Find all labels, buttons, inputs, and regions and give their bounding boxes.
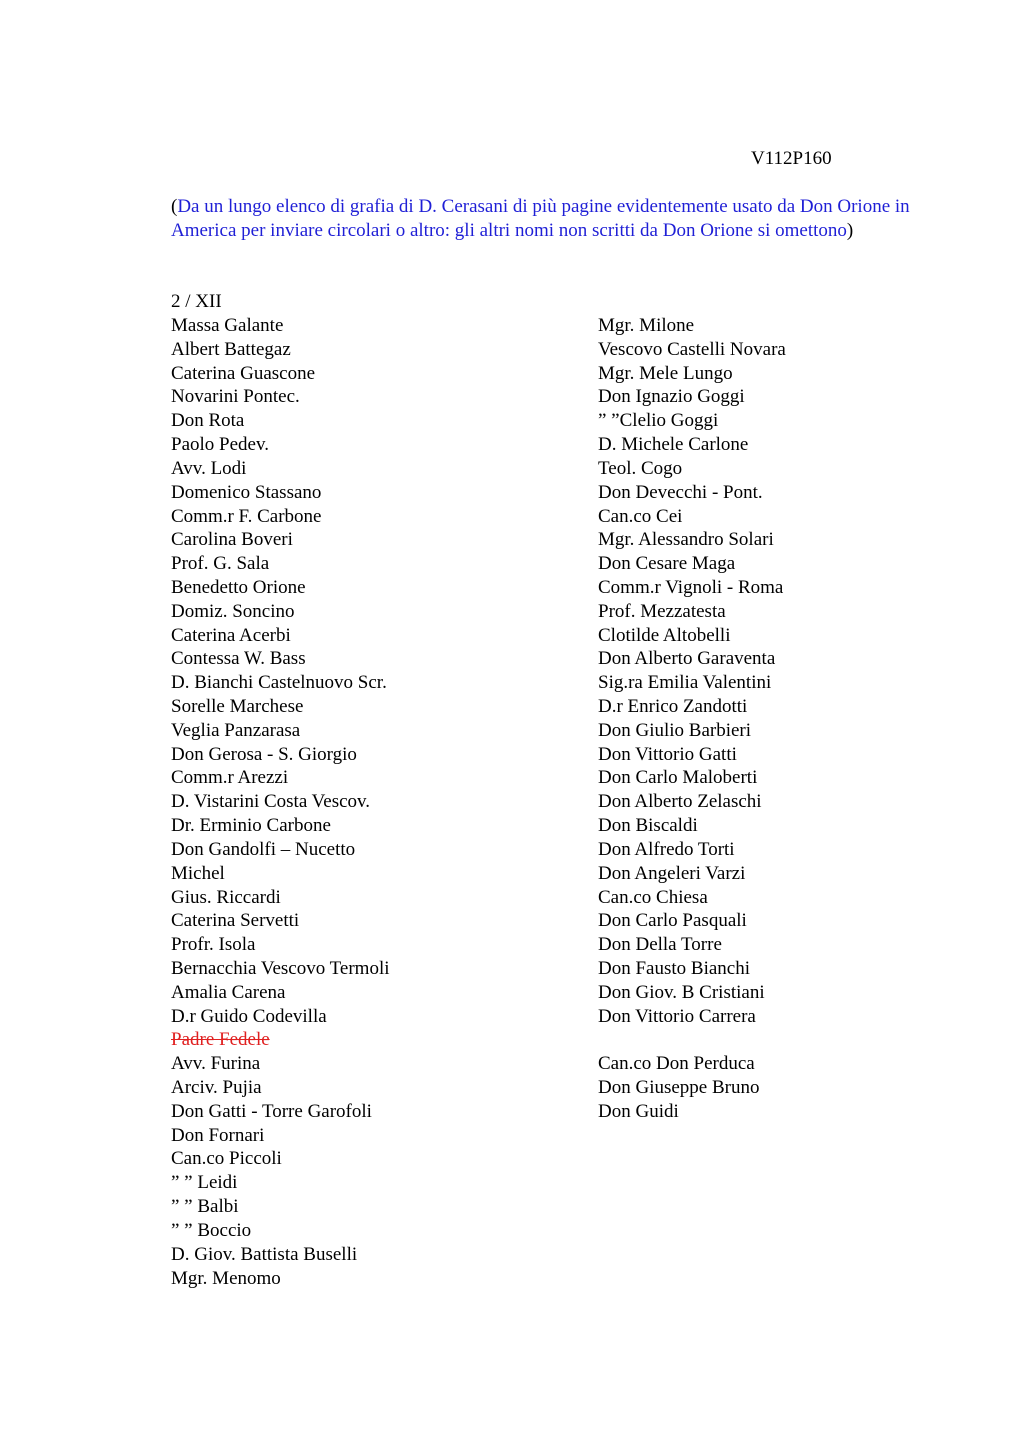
list-item: Don Alberto Zelaschi (598, 791, 762, 813)
list-item: Comm.r Vignoli - Roma (598, 576, 784, 598)
list-item: Paolo Pedev. (171, 434, 269, 456)
list-item: Albert Battegaz (171, 338, 291, 360)
struck-list-item: Padre Fedele (171, 1029, 270, 1051)
list-item: Michel (171, 862, 225, 884)
list-item: Comm.r F. Carbone (171, 505, 322, 527)
list-item: Don Giov. B Cristiani (598, 981, 765, 1003)
intro-open-paren: ( (171, 196, 178, 217)
list-item: D.r Enrico Zandotti (598, 696, 748, 717)
intro-close-paren: ) (846, 219, 854, 241)
list-item: Caterina Acerbi (171, 624, 291, 646)
list-item: Don Angeleri Varzi (598, 862, 746, 884)
list-item: Benedetto Orione (171, 576, 306, 598)
list-item: Don Vittorio Carrera (598, 1005, 756, 1027)
page-code: V112P160 (751, 148, 832, 169)
list-item: Don Alberto Garaventa (598, 648, 776, 670)
list-item: Bernacchia Vescovo Termoli (171, 957, 390, 979)
list-item: ” ” Boccio (171, 1219, 252, 1241)
list-item: ” ”Clelio Goggi (598, 410, 719, 432)
list-item: ” ” Balbi (171, 1196, 239, 1218)
list-item: Don Carlo Pasquali (598, 910, 747, 932)
left-name-list (171, 314, 571, 1290)
list-item: D. Giov. Battista Buselli (171, 1243, 358, 1265)
list-item: Don Fornari (171, 1124, 265, 1146)
list-item: Don Della Torre (598, 934, 722, 956)
list-item: Gius. Riccardi (171, 886, 281, 908)
list-item: Don Carlo Maloberti (598, 767, 758, 789)
list-item: Arciv. Pujia (171, 1077, 262, 1098)
list-item: D. Bianchi Castelnuovo Scr. (171, 672, 387, 694)
list-item: Amalia Carena (171, 981, 286, 1003)
list-item: Don Rota (171, 410, 245, 432)
list-item: Comm.r Arezzi (171, 767, 289, 789)
list-item: Mgr. Mele Lungo (598, 362, 733, 384)
list-item: Don Biscaldi (598, 815, 698, 837)
right-name-list (598, 314, 978, 1124)
list-item: Avv. Furina (171, 1053, 261, 1075)
list-item: Novarini Pontec. (171, 386, 300, 408)
list-item: Sig.ra Emilia Valentini (598, 672, 772, 694)
list-item: Can.co Don Perduca (598, 1053, 755, 1075)
list-item: Profr. Isola (171, 934, 256, 956)
list-item: Carolina Boveri (171, 529, 293, 551)
list-item: Avv. Lodi (171, 457, 247, 479)
list-item: Mgr. Milone (598, 315, 695, 336)
list-item: Caterina Servetti (171, 910, 300, 932)
list-item: Don Fausto Bianchi (598, 957, 750, 979)
list-item: Can.co Piccoli (171, 1148, 282, 1170)
list-item: Don Alfredo Torti (598, 838, 735, 860)
list-item: Don Vittorio Gatti (598, 743, 737, 765)
list-item: Don Giulio Barbieri (598, 719, 752, 741)
list-item: Can.co Cei (598, 505, 683, 527)
intro-note (171, 195, 931, 242)
list-item: Clotilde Altobelli (598, 624, 731, 646)
list-item: Don Devecchi - Pont. (598, 481, 763, 503)
list-item: Teol. Cogo (598, 457, 683, 479)
list-item: Don Gatti - Torre Garofoli (171, 1100, 372, 1122)
list-item: D.r Guido Codevilla (171, 1005, 327, 1027)
intro-text: Da un lungo elenco di grafia di D. Cerasani di più pagine evidentemente usato da Don Orione in America per inviare circolari o altro: gli altri nomi non scritti da Don Orione si omettono (171, 196, 910, 241)
list-item: Can.co Chiesa (598, 886, 708, 908)
list-item: Don Gerosa - S. Giorgio (171, 743, 357, 765)
section-label: 2 / XII (171, 291, 222, 312)
list-item: Prof. G. Sala (171, 553, 270, 575)
list-item: Mgr. Menomo (171, 1267, 281, 1289)
list-item: Domiz. Soncino (171, 600, 295, 622)
list-item: D. Vistarini Costa Vescov. (171, 791, 371, 813)
list-item: Massa Galante (171, 315, 284, 336)
list-item: Don Gandolfi – Nucetto (171, 838, 356, 860)
list-item: ” ” Leidi (171, 1172, 238, 1194)
list-item: Caterina Guascone (171, 362, 316, 384)
list-item: Contessa W. Bass (171, 648, 306, 670)
list-item: D. Michele Carlone (598, 434, 749, 456)
list-item: Prof. Mezzatesta (598, 600, 726, 622)
list-item: Don Cesare Maga (598, 553, 736, 575)
list-item: Veglia Panzarasa (171, 719, 301, 741)
list-item: Dr. Erminio Carbone (171, 815, 331, 837)
list-item: Vescovo Castelli Novara (598, 338, 786, 360)
list-item: Don Guidi (598, 1100, 679, 1122)
list-item: Domenico Stassano (171, 481, 322, 503)
list-item: Don Giuseppe Bruno (598, 1077, 760, 1098)
list-item: Mgr. Alessandro Solari (598, 529, 774, 551)
list-item (598, 1028, 978, 1052)
list-item: Don Ignazio Goggi (598, 386, 745, 408)
list-item: Sorelle Marchese (171, 696, 304, 717)
